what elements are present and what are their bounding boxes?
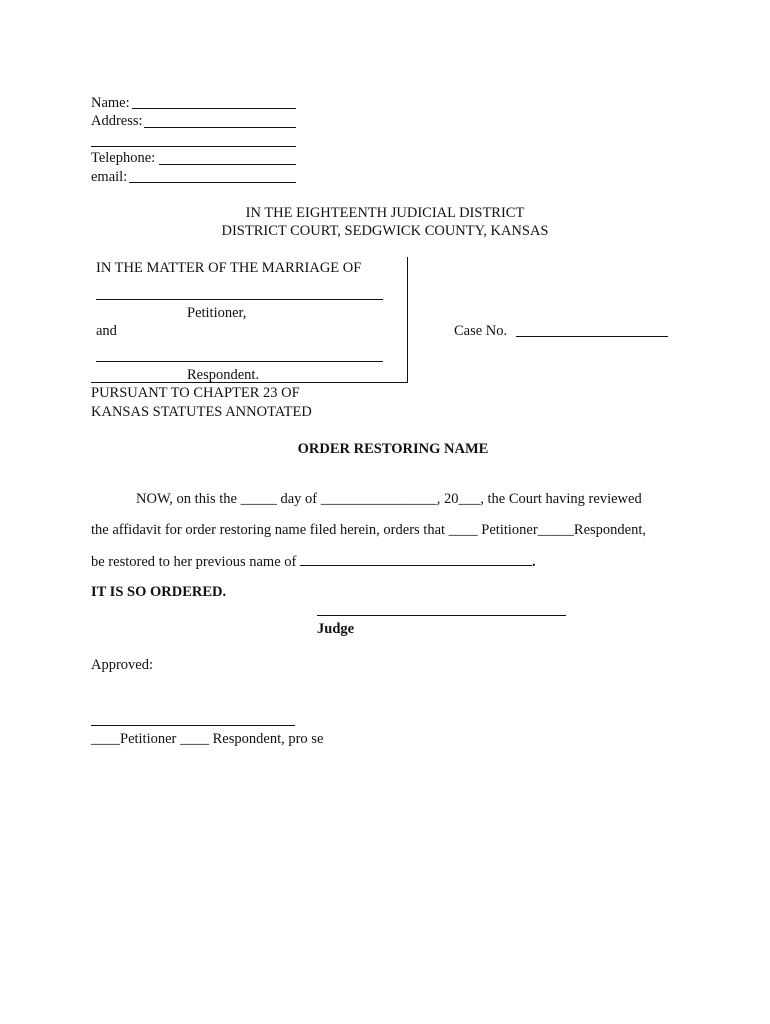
telephone-label: Telephone: bbox=[91, 150, 156, 166]
approved-label: Approved: bbox=[91, 657, 154, 673]
email-label: email: bbox=[91, 169, 128, 185]
judge-signature-line[interactable] bbox=[317, 615, 566, 616]
previous-name-text: be restored to her previous name of bbox=[91, 554, 300, 570]
case-number-line[interactable] bbox=[516, 336, 668, 337]
telephone-field-line[interactable] bbox=[159, 164, 296, 165]
approval-signer-label: ____Petitioner ____ Respondent, pro se bbox=[91, 731, 324, 747]
caption-divider bbox=[407, 257, 408, 383]
respondent-label: Respondent. bbox=[187, 367, 260, 383]
order-title: ORDER RESTORING NAME bbox=[297, 441, 489, 457]
address-field-line[interactable] bbox=[144, 127, 296, 128]
name-field-line[interactable] bbox=[132, 108, 296, 109]
respondent-name-line[interactable] bbox=[96, 361, 383, 362]
name-label: Name: bbox=[91, 95, 130, 111]
email-field-line[interactable] bbox=[129, 182, 296, 183]
address-field-line-2[interactable] bbox=[91, 146, 296, 147]
statute-line-2: KANSAS STATUTES ANNOTATED bbox=[91, 404, 312, 420]
period: . bbox=[531, 554, 536, 570]
case-number-label: Case No. bbox=[454, 323, 508, 339]
court-district-heading: IN THE EIGHTEENTH JUDICIAL DISTRICT bbox=[245, 205, 525, 221]
judge-label: Judge bbox=[317, 621, 355, 637]
petitioner-name-line[interactable] bbox=[96, 299, 383, 300]
and-label: and bbox=[96, 323, 117, 339]
address-label: Address: bbox=[91, 113, 143, 129]
so-ordered: IT IS SO ORDERED. bbox=[91, 584, 227, 600]
order-paragraph-line-1: NOW, on this the _____ day of ________________, 20___, the Court having reviewed bbox=[136, 491, 642, 507]
previous-name-line[interactable] bbox=[300, 552, 532, 566]
order-paragraph-line-2: the affidavit for order restoring name filed herein, orders that ____ Petitioner_____Respondent, bbox=[91, 522, 647, 538]
court-county-heading: DISTRICT COURT, SEDGWICK COUNTY, KANSAS bbox=[221, 223, 549, 239]
statute-line-1: PURSUANT TO CHAPTER 23 OF bbox=[91, 385, 300, 401]
matter-heading: IN THE MATTER OF THE MARRIAGE OF bbox=[96, 260, 362, 276]
order-paragraph-line-3 bbox=[91, 552, 536, 571]
approval-signature-line[interactable] bbox=[91, 725, 295, 726]
caption-bottom-rule bbox=[91, 382, 408, 383]
petitioner-label: Petitioner, bbox=[187, 305, 247, 321]
